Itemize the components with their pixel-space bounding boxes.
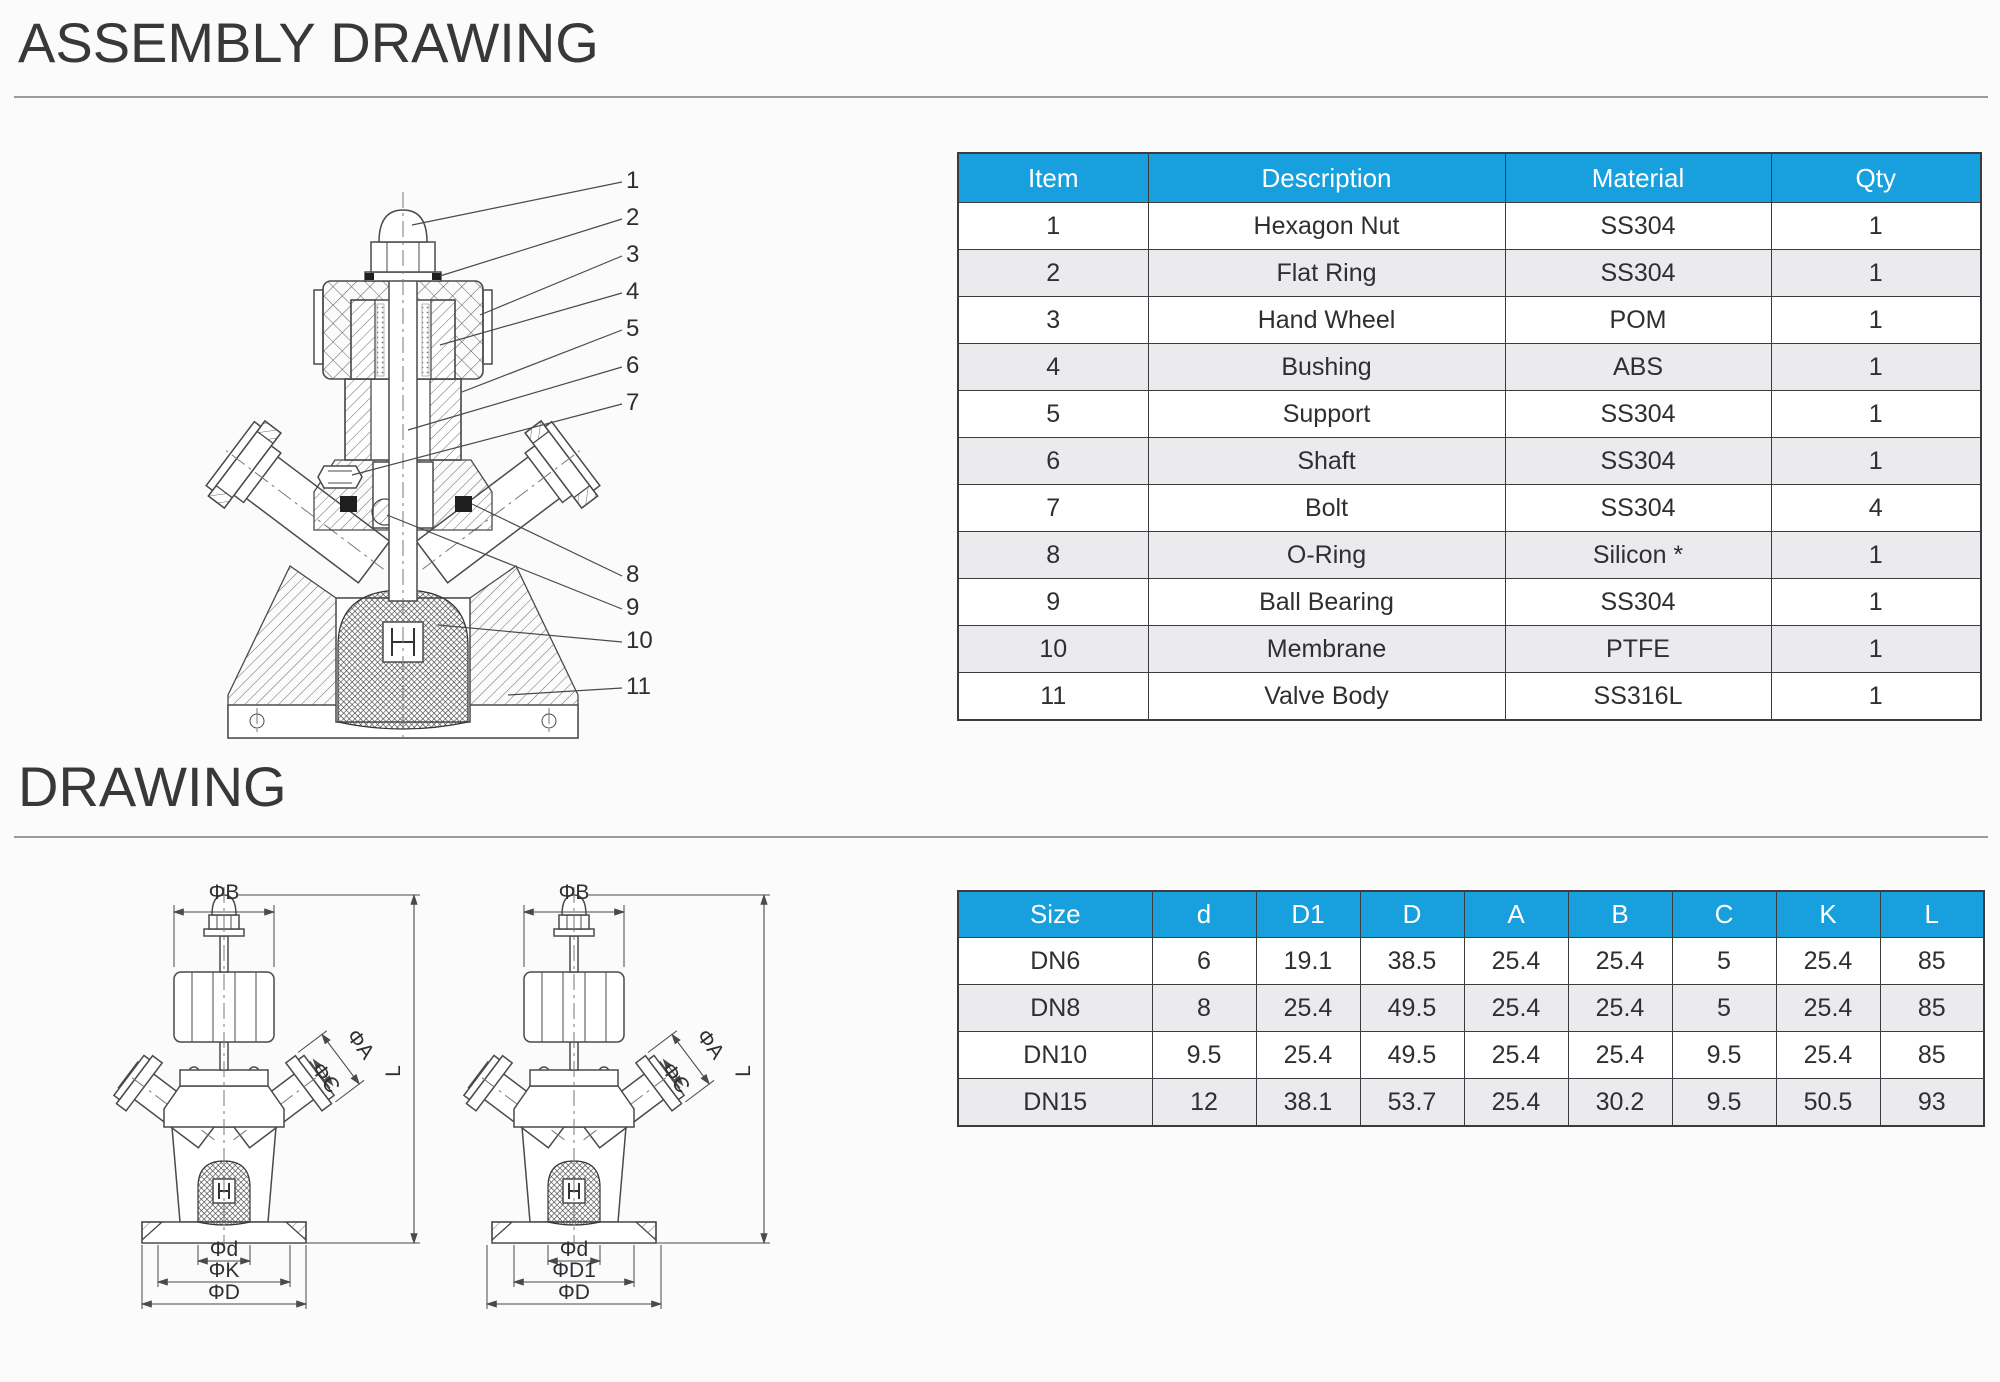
dim-label-phid-left: Φd	[209, 1238, 239, 1261]
parts-table-row	[958, 626, 1981, 673]
callout-4: 4	[626, 278, 640, 305]
dim-label-phid-right: Φd	[559, 1238, 589, 1261]
parts-table-cell: 1	[1771, 250, 1981, 297]
parts-table-cell: 4	[1771, 485, 1981, 532]
parts-table-cell: 4	[958, 344, 1148, 391]
parts-table-cell: 1	[1771, 203, 1981, 250]
callout-8: 8	[626, 561, 640, 588]
size-table-header-row	[958, 891, 1984, 938]
parts-table-cell: Flat Ring	[1148, 250, 1505, 297]
size-table-cell: 9.5	[1152, 1032, 1256, 1079]
size-table-cell: 50.5	[1776, 1079, 1880, 1127]
callout-numbers	[626, 167, 653, 700]
parts-table-cell: 1	[1771, 438, 1981, 485]
size-table	[957, 890, 1985, 1127]
parts-table-cell: Valve Body	[1148, 673, 1505, 721]
parts-table-header-row	[958, 153, 1981, 203]
callout-3: 3	[626, 241, 640, 268]
size-table-cell: 5	[1672, 985, 1776, 1032]
col-header-L: L	[1880, 891, 1984, 938]
size-table-row	[958, 1032, 1984, 1079]
parts-table-cell: SS316L	[1505, 673, 1771, 721]
parts-table-row	[958, 391, 1981, 438]
parts-table-cell: Shaft	[1148, 438, 1505, 485]
col-header-D: D	[1360, 891, 1464, 938]
size-table-cell: 25.4	[1776, 1032, 1880, 1079]
parts-table-body	[958, 203, 1981, 721]
size-table-cell: 25.4	[1776, 985, 1880, 1032]
parts-table-cell: PTFE	[1505, 626, 1771, 673]
valve-outline-right	[460, 887, 688, 1250]
size-table-cell: 25.4	[1568, 938, 1672, 985]
size-table-cell: 49.5	[1360, 1032, 1464, 1079]
parts-table-cell: 3	[958, 297, 1148, 344]
parts-table-cell: Ball Bearing	[1148, 579, 1505, 626]
bolt-head	[318, 466, 362, 488]
col-header-D1: D1	[1256, 891, 1360, 938]
parts-table-cell: Hexagon Nut	[1148, 203, 1505, 250]
callout-11: 11	[626, 673, 651, 700]
parts-table-cell: 11	[958, 673, 1148, 721]
parts-table-cell: 1	[1771, 297, 1981, 344]
dim-label-phiK-left: ΦK	[208, 1259, 240, 1282]
parts-table-row	[958, 344, 1981, 391]
size-table-cell: 25.4	[1256, 985, 1360, 1032]
size-table-cell: 25.4	[1568, 985, 1672, 1032]
parts-table-cell: 1	[1771, 579, 1981, 626]
col-header-K: K	[1776, 891, 1880, 938]
size-table-cell: 49.5	[1360, 985, 1464, 1032]
parts-table-cell: SS304	[1505, 579, 1771, 626]
parts-table-cell: 10	[958, 626, 1148, 673]
size-table-cell: 25.4	[1464, 1032, 1568, 1079]
dim-label-phiC-right: ΦC	[656, 1058, 695, 1098]
parts-table-cell: 2	[958, 250, 1148, 297]
size-table-cell: 85	[1880, 985, 1984, 1032]
col-header-B: B	[1568, 891, 1672, 938]
size-table-cell: 25.4	[1464, 985, 1568, 1032]
parts-table-cell: Support	[1148, 391, 1505, 438]
o-ring-right	[455, 496, 472, 512]
size-table-cell: 9.5	[1672, 1032, 1776, 1079]
parts-table-cell: 1	[1771, 673, 1981, 721]
dim-label-phiD1-right: ΦD1	[552, 1259, 596, 1282]
parts-table-cell: SS304	[1505, 438, 1771, 485]
parts-table-cell: 1	[1771, 391, 1981, 438]
dim-label-L-left: L	[382, 1065, 405, 1077]
col-header-qty: Qty	[1771, 153, 1981, 203]
size-table-row	[958, 1079, 1984, 1127]
parts-table-row	[958, 297, 1981, 344]
size-table-cell: 25.4	[1776, 938, 1880, 985]
callout-10: 10	[626, 627, 653, 654]
dim-label-phiA-left: ΦA	[341, 1025, 379, 1064]
size-table-row	[958, 938, 1984, 985]
size-table-cell: 85	[1880, 1032, 1984, 1079]
parts-table-cell: ABS	[1505, 344, 1771, 391]
dim-label-L-right: L	[732, 1065, 755, 1077]
size-table-cell: 93	[1880, 1079, 1984, 1127]
dim-label-phiA-right: ΦA	[691, 1025, 729, 1064]
valve-outline-left	[110, 887, 338, 1250]
size-table-cell: DN8	[958, 985, 1152, 1032]
parts-table-row	[958, 438, 1981, 485]
callout-2: 2	[626, 204, 640, 231]
size-table-cell: 30.2	[1568, 1079, 1672, 1127]
parts-table-cell: SS304	[1505, 203, 1771, 250]
parts-table-cell: Silicon *	[1505, 532, 1771, 579]
parts-table-row	[958, 485, 1981, 532]
parts-table-cell: 1	[1771, 626, 1981, 673]
size-table-cell: 38.1	[1256, 1079, 1360, 1127]
dimension-drawings	[60, 865, 830, 1340]
dim-label-phiC-left: ΦC	[306, 1058, 345, 1098]
parts-table-cell: SS304	[1505, 391, 1771, 438]
size-table-body	[958, 938, 1984, 1127]
size-table-cell: 85	[1880, 938, 1984, 985]
size-table-cell: 12	[1152, 1079, 1256, 1127]
divider	[14, 96, 1988, 98]
size-table-cell: 19.1	[1256, 938, 1360, 985]
section-title-drawing: DRAWING	[18, 755, 287, 818]
parts-table-row	[958, 532, 1981, 579]
size-table-cell: 6	[1152, 938, 1256, 985]
dim-label-phiD-right: ΦD	[558, 1281, 590, 1304]
col-header-description: Description	[1148, 153, 1505, 203]
parts-table-row	[958, 250, 1981, 297]
size-table-cell: 5	[1672, 938, 1776, 985]
size-table-cell: DN10	[958, 1032, 1152, 1079]
callout-9: 9	[626, 594, 640, 621]
size-table-cell: 25.4	[1568, 1032, 1672, 1079]
parts-table-cell: 6	[958, 438, 1148, 485]
size-table-cell: 8	[1152, 985, 1256, 1032]
parts-table-cell: 9	[958, 579, 1148, 626]
parts-table-row	[958, 203, 1981, 250]
parts-table-cell: SS304	[1505, 485, 1771, 532]
col-header-size: Size	[958, 891, 1152, 938]
size-table-cell: 9.5	[1672, 1079, 1776, 1127]
size-table-cell: DN15	[958, 1079, 1152, 1127]
size-table-cell: 53.7	[1360, 1079, 1464, 1127]
parts-table-cell: 1	[1771, 532, 1981, 579]
parts-table-cell: POM	[1505, 297, 1771, 344]
o-ring-left	[340, 496, 357, 512]
parts-table-row	[958, 673, 1981, 721]
parts-table-cell: Membrane	[1148, 626, 1505, 673]
parts-table-row	[958, 579, 1981, 626]
callout-7: 7	[626, 389, 640, 416]
section-title-assembly: ASSEMBLY DRAWING	[18, 11, 599, 74]
parts-table-cell: 1	[1771, 344, 1981, 391]
size-table-cell: 38.5	[1360, 938, 1464, 985]
parts-table-cell: 8	[958, 532, 1148, 579]
col-header-C: C	[1672, 891, 1776, 938]
divider	[14, 836, 1988, 838]
dim-label-phiD-left: ΦD	[208, 1281, 240, 1304]
size-table-cell: 25.4	[1256, 1032, 1360, 1079]
callout-5: 5	[626, 315, 640, 342]
size-table-row	[958, 985, 1984, 1032]
parts-table-cell: O-Ring	[1148, 532, 1505, 579]
col-header-A: A	[1464, 891, 1568, 938]
parts-table-cell: Hand Wheel	[1148, 297, 1505, 344]
parts-table-cell: Bolt	[1148, 485, 1505, 532]
callout-1: 1	[626, 167, 640, 194]
dim-label-phiB-left: ΦB	[208, 881, 240, 904]
col-header-material: Material	[1505, 153, 1771, 203]
parts-table-cell: SS304	[1505, 250, 1771, 297]
dim-label-phiB-right: ΦB	[558, 881, 590, 904]
parts-table-cell: Bushing	[1148, 344, 1505, 391]
callout-6: 6	[626, 352, 640, 379]
size-table-cell: DN6	[958, 938, 1152, 985]
col-header-item: Item	[958, 153, 1148, 203]
parts-table	[957, 152, 1982, 721]
parts-table-cell: 5	[958, 391, 1148, 438]
parts-table-cell: 7	[958, 485, 1148, 532]
size-table-cell: 25.4	[1464, 938, 1568, 985]
parts-table-cell: 1	[958, 203, 1148, 250]
assembly-drawing	[140, 130, 680, 755]
size-table-cell: 25.4	[1464, 1079, 1568, 1127]
col-header-d: d	[1152, 891, 1256, 938]
